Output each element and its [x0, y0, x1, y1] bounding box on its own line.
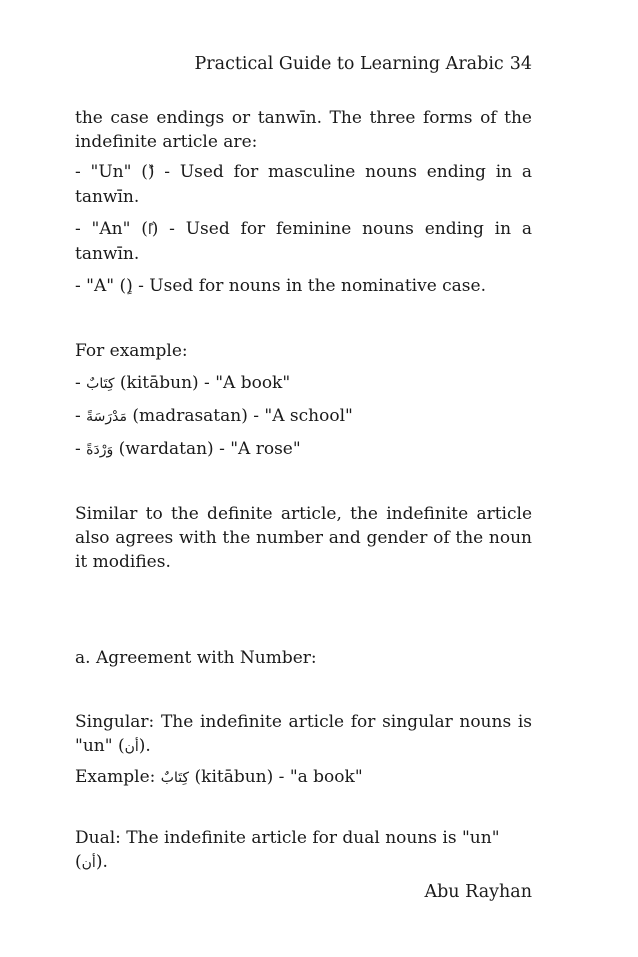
running-header	[195, 54, 533, 74]
page-body	[75, 106, 532, 875]
arabic-text: ًا	[147, 222, 152, 238]
arabic-text: وَرْدَةً	[86, 442, 114, 458]
dual-paragraph: Dual: The indefinite article for dual nouns is "un" (أن).	[75, 828, 500, 872]
example-item: - كِتَابٌ (kitābun) - "A book"	[75, 373, 291, 393]
singular-paragraph: Singular: The indefinite article for singular nouns is "un" (أن).	[75, 712, 532, 756]
arabic-text: كِتَابٌ	[86, 376, 115, 392]
page-number: 34	[509, 54, 532, 74]
singular-example: Example: كِتَابٌ (kitābun) - "a book"	[75, 767, 363, 787]
arabic-text: أن	[81, 855, 96, 871]
section-heading: a. Agreement with Number:	[75, 648, 317, 668]
example-item: - وَرْدَةً (wardatan) - "A rose"	[75, 439, 301, 459]
arabic-text: أن	[124, 739, 139, 755]
form-item-an: - "An" (ًا) - Used for feminine nouns ending in a tanwīn.	[75, 219, 532, 264]
form-item-a: - "A" () - Used for nouns in the nominative case.	[75, 276, 486, 296]
form-item-un: - "Un" () - Used for masculine nouns ending in a tanwīn.	[75, 162, 532, 207]
arabic-text: مَدْرَسَةً	[86, 409, 128, 425]
arabic-text: كِتَابٌ	[160, 770, 190, 786]
book-title: Practical Guide to Learning Arabic	[194, 54, 504, 74]
example-item: - مَدْرَسَةً (madrasatan) - "A school"	[75, 406, 353, 426]
intro-paragraph: the case endings or tanwīn. The three forms of the indefinite article are:	[75, 108, 532, 152]
similar-paragraph: Similar to the definite article, the indefinite article also agrees with the number and gender of the noun it modifies.	[75, 504, 532, 572]
author-footer: Abu Rayhan	[424, 882, 532, 902]
example-heading: For example:	[75, 341, 188, 361]
